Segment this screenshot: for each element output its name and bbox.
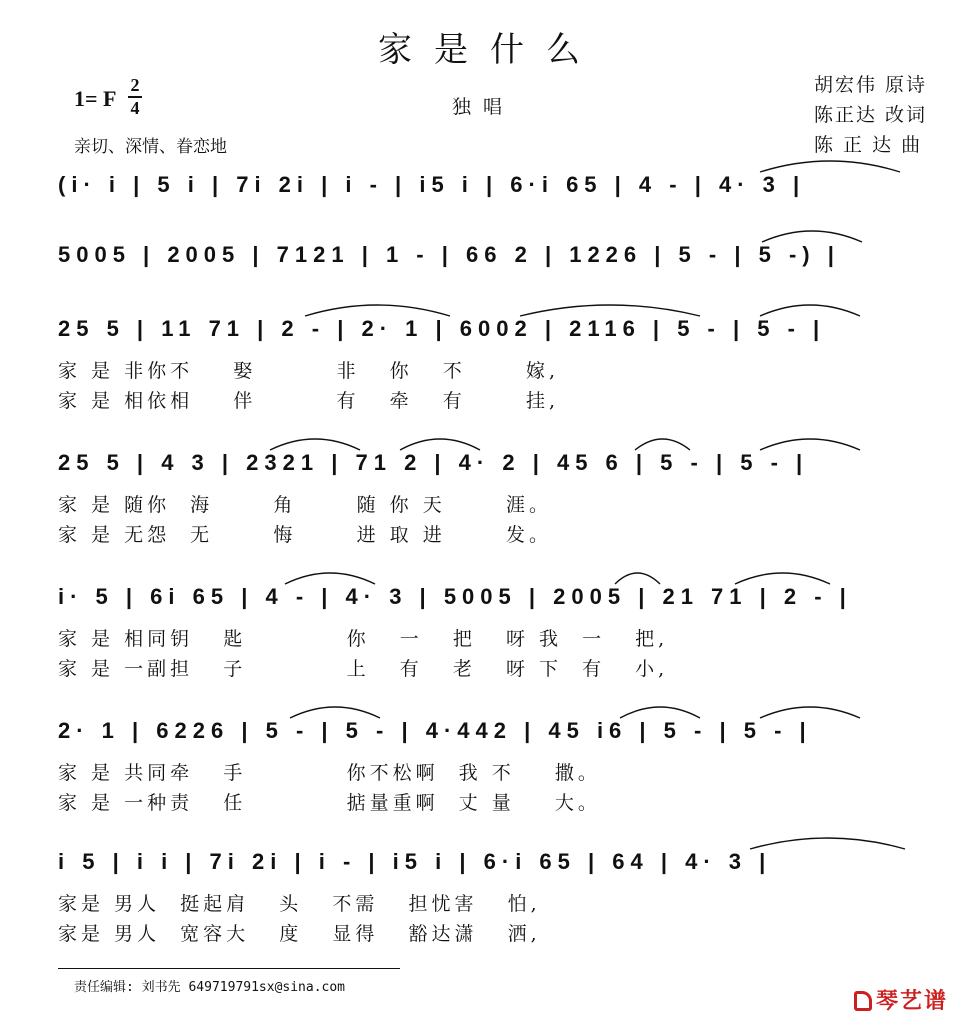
qinyipu-logo-icon xyxy=(854,991,872,1011)
slur-3-2 xyxy=(520,305,700,316)
lyric-line-7-2: 家是 男人 宽容大 度 显得 豁达潇 洒, xyxy=(58,923,541,945)
slur-6-3 xyxy=(760,707,860,718)
slur-6-2 xyxy=(620,707,700,718)
logo-text: 琴艺谱 xyxy=(876,989,949,1014)
notation-row-6: 2· 1 | 6226 | 5 - | 5 - | 4·442 | 45 i6 | 5 - | 5 - | xyxy=(58,718,812,743)
key-signature: 1= F xyxy=(74,86,117,111)
notation-row-1: (i· i | 5 i | 7i 2i | i - | i5 i | 6·i 65 | 4 - | 4· 3 | xyxy=(58,172,806,197)
lyric-line-5-2: 家 是 一副担 子 上 有 老 呀 下 有 小, xyxy=(58,658,669,680)
slur-group-6 xyxy=(0,692,980,722)
slur-4-4 xyxy=(760,439,860,450)
slur-group-2 xyxy=(0,216,980,246)
slur-5-3 xyxy=(735,573,830,584)
slur-3-3 xyxy=(760,305,860,316)
lyric-line-5-1: 家 是 相同钥 匙 你 一 把 呀 我 一 把, xyxy=(58,628,669,650)
slur-group-1 xyxy=(0,146,980,176)
lyric-line-3-2: 家 是 相依相 伴 有 牵 有 挂, xyxy=(58,390,560,412)
credit-lyrics-revised: 陈正达 改词 xyxy=(814,104,928,126)
slur-group-4 xyxy=(0,424,980,454)
footer-divider xyxy=(58,968,400,969)
site-logo[interactable] xyxy=(854,984,948,1015)
notation-row-5: i· 5 | 6i 65 | 4 - | 4· 3 | 5005 | 2005 | 21 71 | 2 - | xyxy=(58,584,852,609)
slur-1-1 xyxy=(760,161,900,172)
time-signature-bottom: 4 xyxy=(130,98,140,118)
lyric-line-4-2: 家 是 无怨 无 悔 进 取 进 发。 xyxy=(58,524,552,546)
lyric-line-6-2: 家 是 一种责 任 掂量重啊 丈 量 大。 xyxy=(58,792,601,814)
slur-group-5 xyxy=(0,558,980,588)
slur-group-7 xyxy=(0,823,980,853)
editor-credit: 责任编辑: 刘书先 649719791sx@sina.com xyxy=(74,980,346,995)
credit-lyrics-original: 胡宏伟 原诗 xyxy=(814,74,928,96)
lyric-line-4-1: 家 是 随你 海 角 随 你 天 涯。 xyxy=(58,494,552,516)
lyric-line-3-1: 家 是 非你不 娶 非 你 不 嫁, xyxy=(58,360,560,382)
slur-3-1 xyxy=(305,305,450,316)
notation-row-2: 5005 | 2005 | 7121 | 1 - | 66 2 | 1226 | 5 - | 5 -) | xyxy=(58,242,840,267)
time-signature xyxy=(128,76,142,118)
slur-5-1 xyxy=(285,573,375,584)
lyric-line-7-1: 家是 男人 挺起肩 头 不需 担忧害 怕, xyxy=(58,893,541,915)
slur-5-2 xyxy=(615,573,660,584)
performance-type: 独唱 xyxy=(452,96,515,118)
slur-4-1 xyxy=(270,439,360,450)
slur-4-3 xyxy=(635,439,690,450)
lyric-line-6-1: 家 是 共同牵 手 你不松啊 我 不 撒。 xyxy=(58,762,601,784)
expression-mark: 亲切、深情、眷恋地 xyxy=(74,137,227,157)
credit-composer: 陈 正 达 曲 xyxy=(814,134,923,156)
notation-row-3: 25 5 | 11 71 | 2 - | 2· 1 | 6002 | 2116 | 5 - | 5 - | xyxy=(58,316,826,341)
slur-4-2 xyxy=(400,439,480,450)
time-signature-top: 2 xyxy=(130,75,140,95)
slur-6-1 xyxy=(290,707,380,718)
slur-2-1 xyxy=(762,231,862,242)
slur-7-1 xyxy=(750,838,905,849)
notation-row-4: 25 5 | 4 3 | 2321 | 71 2 | 4· 2 | 45 6 | 5 - | 5 - | xyxy=(58,450,809,475)
notation-row-7: i 5 | i i | 7i 2i | i - | i5 i | 6·i 65 | 64 | 4· 3 | xyxy=(58,849,772,874)
slur-group-3 xyxy=(0,290,980,320)
song-title: 家是什么 xyxy=(378,30,602,70)
